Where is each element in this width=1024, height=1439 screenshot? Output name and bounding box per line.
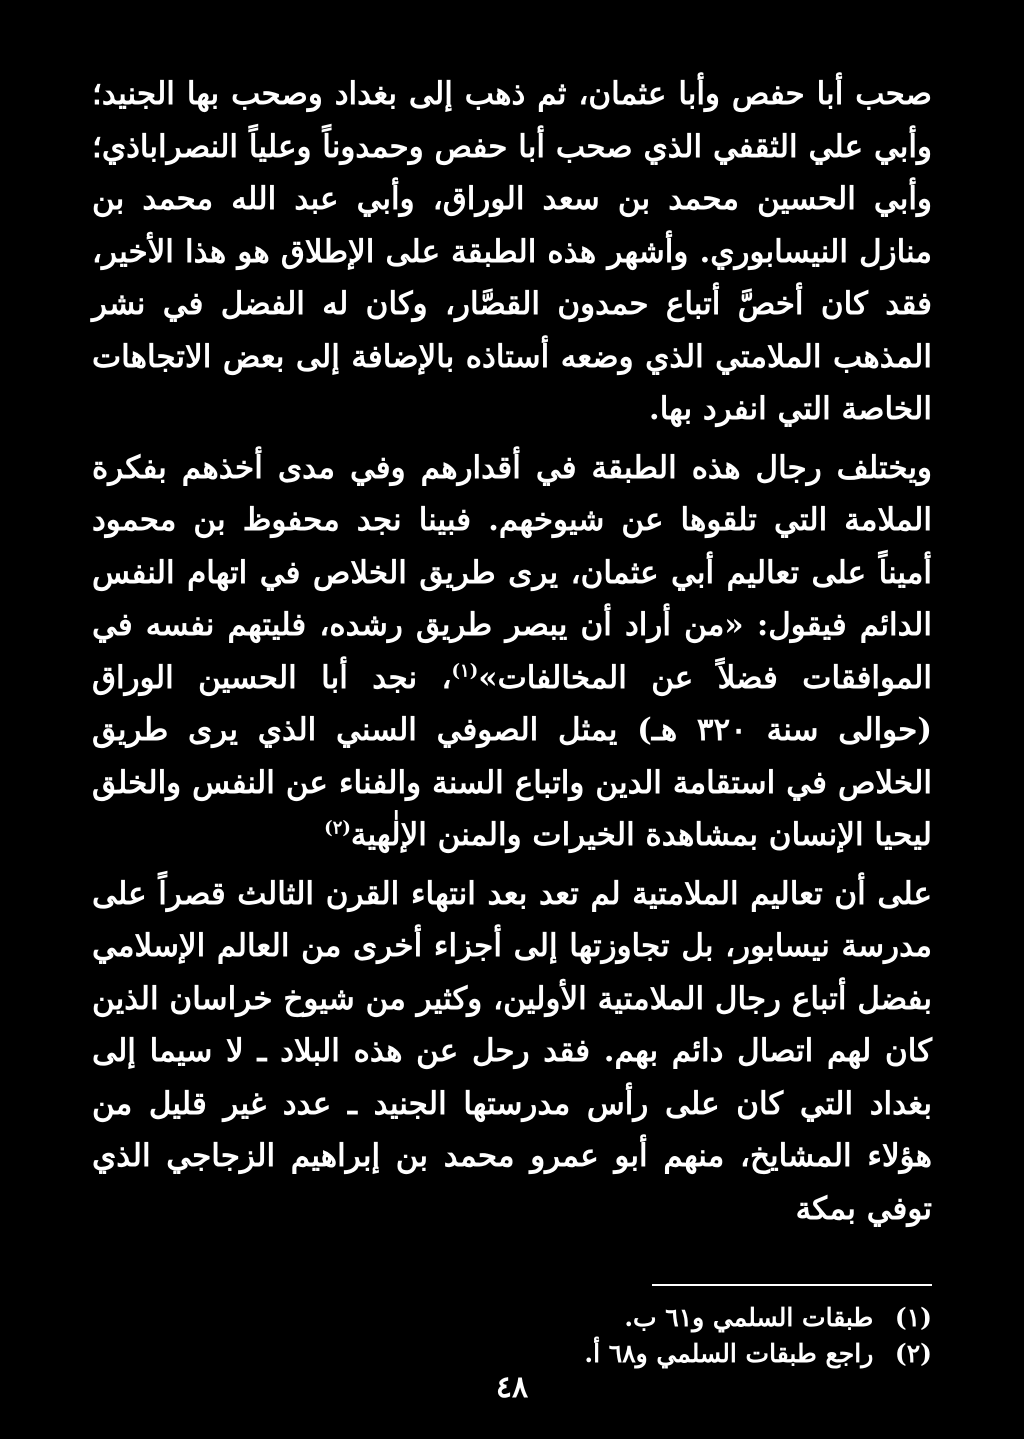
footnote-ref-1: (١) [451, 660, 479, 682]
footnote-2-text: راجع طبقات السلمي و٦٨ أ. [584, 1339, 874, 1368]
footnote-2 [92, 1336, 932, 1372]
paragraph-3: على أن تعاليم الملامتية لم تعد بعد انتهاء القرن الثالث قصراً على مدرسة نيسابور، بل تجاوزتها إلى أجزاء أخرى من العالم الإسلامي بفضل أتباع رجال الملامتية الأولين، وكثير من شيوخ خراسان الذين كان لهم اتصال دائم بهم. فقد رحل عن هذه البلاد ـ لا سيما إلى بغداد التي كان على رأس مدرستها الجنيد ـ عدد غير قليل من هؤلاء المشايخ، منهم أبو عمرو محمد بن إبراهيم الزجاجي الذي توفي بمكة [92, 875, 932, 1227]
footnote-ref-2: (٢) [324, 817, 351, 839]
paragraph-2 [92, 442, 932, 862]
paragraph-1: صحب أبا حفص وأبا عثمان، ثم ذهب إلى بغداد وصحب بها الجنيد؛ وأبي علي الثقفي الذي صحب أبا حفص وحمدوناً وعلياً النصراباذي؛ وأبي الحسين محمد بن سعد الوراق، وأبي عبد الله محمد بن منازل النيسابوري. وأشهر هذه الطبقة على الإطلاق هو هذا الأخير، فقد كان أخصَّ أتباع حمدون القصَّار، وكان له الفضل في نشر المذهب الملامتي الذي وضعه أستاذه بالإضافة إلى بعض الاتجاهات الخاصة التي انفرد بها. [92, 76, 932, 427]
paragraph-2-text: ويختلف رجال هذه الطبقة في أقدارهم وفي مدى أخذهم بفكرة الملامة التي تلقوها عن شيوخهم. فبينا نجد محفوظ بن محمود أميناً على تعاليم أبي عثمان، يرى طريق الخلاص في اتهام النفس الدائم فيقول: «من أراد أن يبصر طريق رشده، فليتهم نفسه في الموافقات فضلاً عن المخالفات» [92, 449, 932, 696]
footnote-1-text: طبقات السلمي و٦١ ب. [624, 1303, 874, 1332]
footnote-2-number: (٢) [894, 1339, 932, 1368]
footnote-1-number: (١) [894, 1303, 932, 1332]
footnote-1 [92, 1300, 932, 1336]
footnote-divider [652, 1284, 932, 1286]
footnotes [92, 1300, 932, 1372]
paragraph-2-continuation: ، نجد أبا الحسين الوراق (حوالى سنة ٣٢٠ هـ) يمثل الصوفي السني الذي يرى طريق الخلاص في استقامة الدين واتباع السنة والفناء عن النفس والخلق ليحيا الإنسان بمشاهدة الخيرات والمنن الإلٰهية [92, 659, 932, 853]
page-number: ٤٨ [495, 1370, 529, 1405]
